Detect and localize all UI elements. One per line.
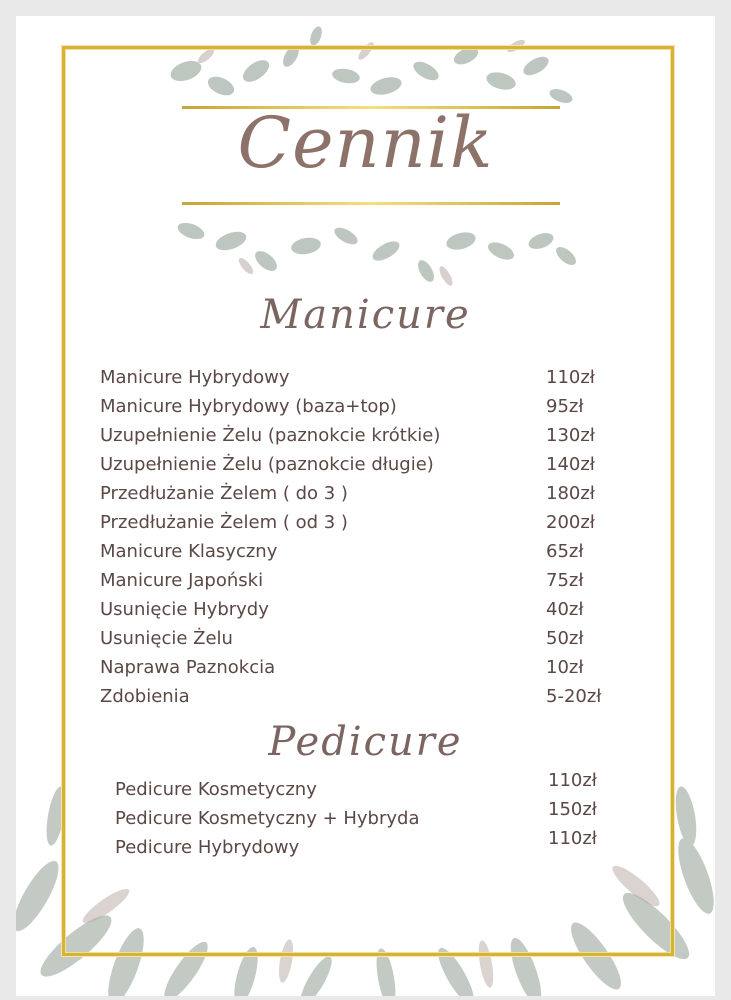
list-item-name: Uzupełnienie Żelu (paznokcie krótkie)	[100, 425, 441, 446]
list-item-price: 110zł	[546, 367, 595, 388]
price-list-sheet	[16, 16, 715, 996]
list-item-price: 110zł	[548, 770, 597, 791]
list-item-price: 140zł	[546, 454, 595, 475]
list-item-price: 5-20zł	[546, 686, 602, 707]
list-item-name: Naprawa Paznokcia	[100, 657, 276, 678]
list-item-price: 130zł	[546, 425, 595, 446]
list-item-name: Pedicure Kosmetyczny	[115, 779, 317, 800]
list-item-name: Manicure Hybrydowy	[100, 367, 290, 388]
list-item-name: Pedicure Kosmetyczny + Hybryda	[115, 808, 420, 829]
list-item-name: Przedłużanie Żelem ( od 3 )	[100, 512, 348, 533]
list-item-price: 65zł	[546, 541, 584, 562]
list-item-name: Zdobienia	[100, 686, 190, 707]
page-title: Cennik	[237, 102, 494, 184]
list-item-price: 110zł	[548, 828, 597, 849]
list-item-name: Usunięcie Żelu	[100, 628, 233, 649]
list-item-price: 150zł	[548, 799, 597, 820]
list-item-name: Manicure Japoński	[100, 570, 264, 591]
list-item-name: Przedłużanie Żelem ( do 3 )	[100, 483, 348, 504]
list-item-price: 75zł	[546, 570, 584, 591]
list-item-name: Manicure Hybrydowy (baza+top)	[100, 396, 397, 417]
list-item-price: 200zł	[546, 512, 595, 533]
gold-divider-bottom	[182, 202, 560, 205]
manicure-heading: Manicure	[260, 292, 471, 338]
list-item-name: Manicure Klasyczny	[100, 541, 278, 562]
list-item-price: 40zł	[546, 599, 584, 620]
list-item-price: 50zł	[546, 628, 584, 649]
list-item-price: 10zł	[546, 657, 584, 678]
list-item-name: Usunięcie Hybrydy	[100, 599, 269, 620]
list-item-price: 95zł	[546, 396, 584, 417]
list-item-name: Uzupełnienie Żelu (paznokcie długie)	[100, 454, 434, 475]
pedicure-heading: Pedicure	[268, 719, 463, 765]
list-item-name: Pedicure Hybrydowy	[115, 837, 300, 858]
list-item-price: 180zł	[546, 483, 595, 504]
